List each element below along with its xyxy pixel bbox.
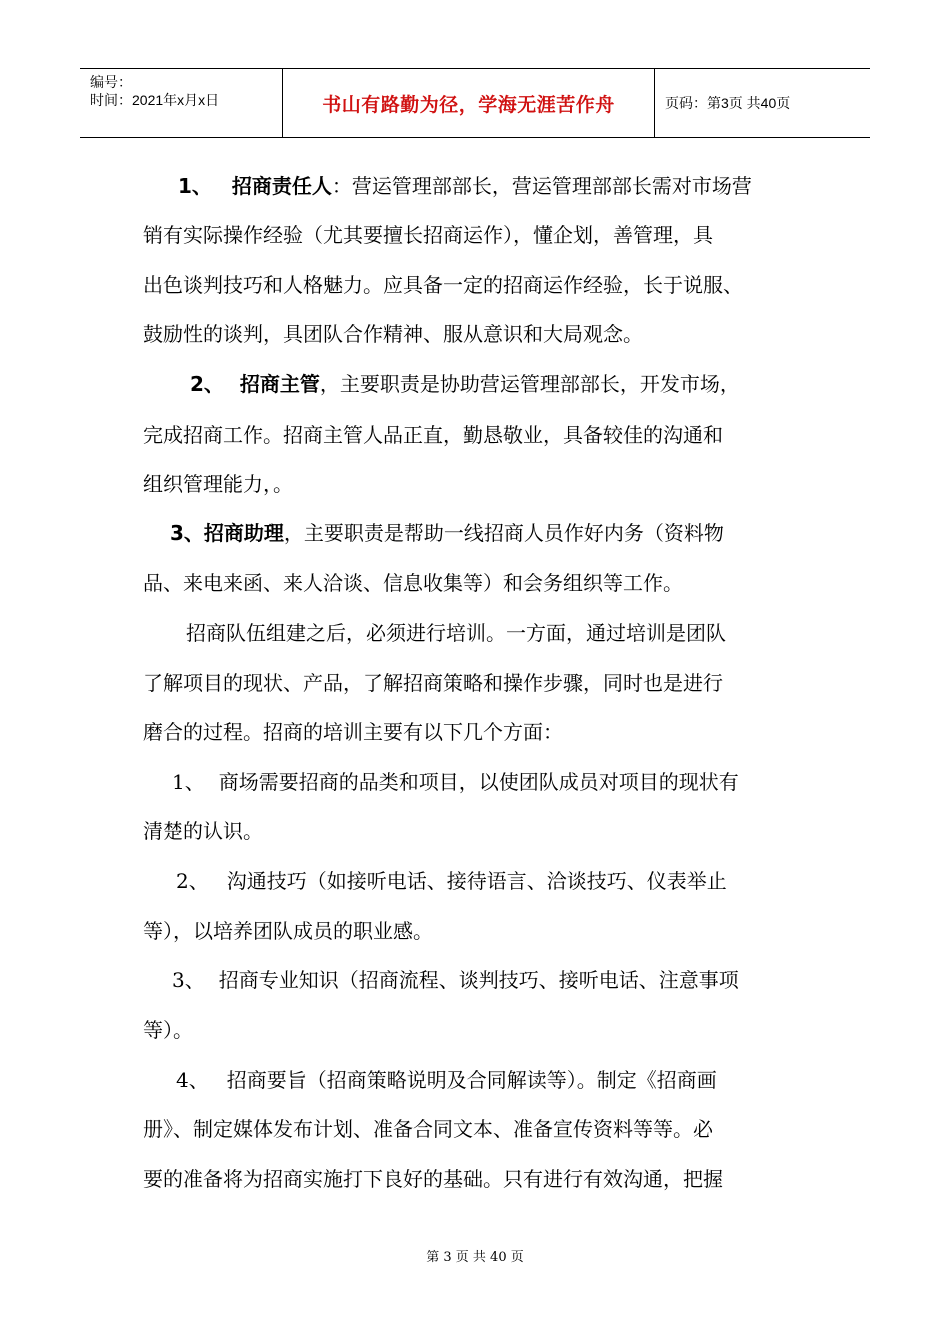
- paragraph-line: 要的准备将为招商实施打下良好的基础。只有进行有效沟通，把握: [143, 1167, 723, 1191]
- paragraph-line: 完成招商工作。招商主管人品正直，勤恳敬业，具备较佳的沟通和: [143, 423, 723, 447]
- page-header: [80, 68, 870, 138]
- paragraph-line: [178, 172, 752, 200]
- paragraph-line: 磨合的过程。招商的培训主要有以下几个方面：: [143, 720, 563, 744]
- role-term: 招商责任人: [231, 174, 332, 198]
- list-number: 1、: [178, 174, 212, 198]
- paragraph-line: 了解项目的现状、产品，了解招商策略和操作步骤，同时也是进行: [143, 671, 723, 695]
- line-text: 沟通技巧（如接听电话、接待语言、洽谈技巧、仪表举止: [226, 869, 727, 893]
- line-text: ：营运管理部部长，营运管理部部长需对市场营: [331, 174, 752, 198]
- line-text: 招商要旨（招商策略说明及合同解读等）。制定《招商画: [226, 1068, 717, 1092]
- paragraph-line: 销有实际操作经验（尤其要擅长招商运作），懂企划，善管理，具: [143, 223, 713, 247]
- paragraph-line: 出色谈判技巧和人格魅力。应具备一定的招商运作经验，长于说服、: [143, 273, 743, 297]
- header-page-number: 页码：第3页 共40页: [665, 95, 791, 111]
- list-number: 4、: [176, 1068, 209, 1092]
- line-text: 招商专业知识（招商流程、谈判技巧、接听电话、注意事项: [218, 968, 739, 992]
- paragraph-line: 招商队伍组建之后，必须进行培训。一方面，通过培训是团队: [186, 621, 726, 645]
- list-number: 3、: [170, 521, 204, 545]
- line-text: 商场需要招商的品类和项目，以使团队成员对项目的现状有: [218, 770, 739, 794]
- list-number: 1、: [172, 770, 205, 794]
- paragraph-line: [172, 966, 739, 994]
- paragraph-line: [176, 1066, 717, 1094]
- paragraph-line: 清楚的认识。: [143, 819, 263, 843]
- paragraph-line: 鼓励性的谈判，具团队合作精神、服从意识和大局观念。: [143, 322, 643, 346]
- header-meta: [80, 69, 283, 137]
- header-motto-cell: [283, 69, 655, 137]
- document-number-label: 编号：: [90, 74, 132, 90]
- line-text: ，主要职责是帮助一线招商人员作好内务（资料物: [283, 521, 724, 545]
- paragraph-line: 等），以培养团队成员的职业感。: [143, 919, 433, 943]
- header-motto: 书山有路勤为径，学海无涯苦作舟: [322, 93, 615, 116]
- paragraph-line: 组织管理能力，。: [143, 472, 293, 496]
- paragraph-line: [170, 519, 724, 547]
- list-number: 2、: [190, 372, 224, 396]
- paragraph-line: [172, 768, 739, 796]
- list-number: 3、: [172, 968, 205, 992]
- paragraph-line: [190, 370, 740, 398]
- paragraph-line: 品、来电来函、来人洽谈、信息收集等）和会务组织等工作。: [143, 571, 683, 595]
- document-date: 时间：2021年x月x日: [90, 92, 220, 108]
- role-term: 招商助理: [203, 521, 284, 545]
- paragraph-line: 册》、制定媒体发布计划、准备合同文本、准备宣传资料等等。必: [143, 1117, 713, 1141]
- page-footer: 第 3 页 共 40 页: [426, 1250, 524, 1265]
- paragraph-line: 等）。: [143, 1018, 193, 1042]
- paragraph-line: [176, 867, 727, 895]
- header-page-cell: [655, 69, 870, 137]
- line-text: ，主要职责是协助营运管理部部长，开发市场，: [319, 372, 740, 396]
- list-number: 2、: [176, 869, 209, 893]
- role-term: 招商主管: [239, 372, 320, 396]
